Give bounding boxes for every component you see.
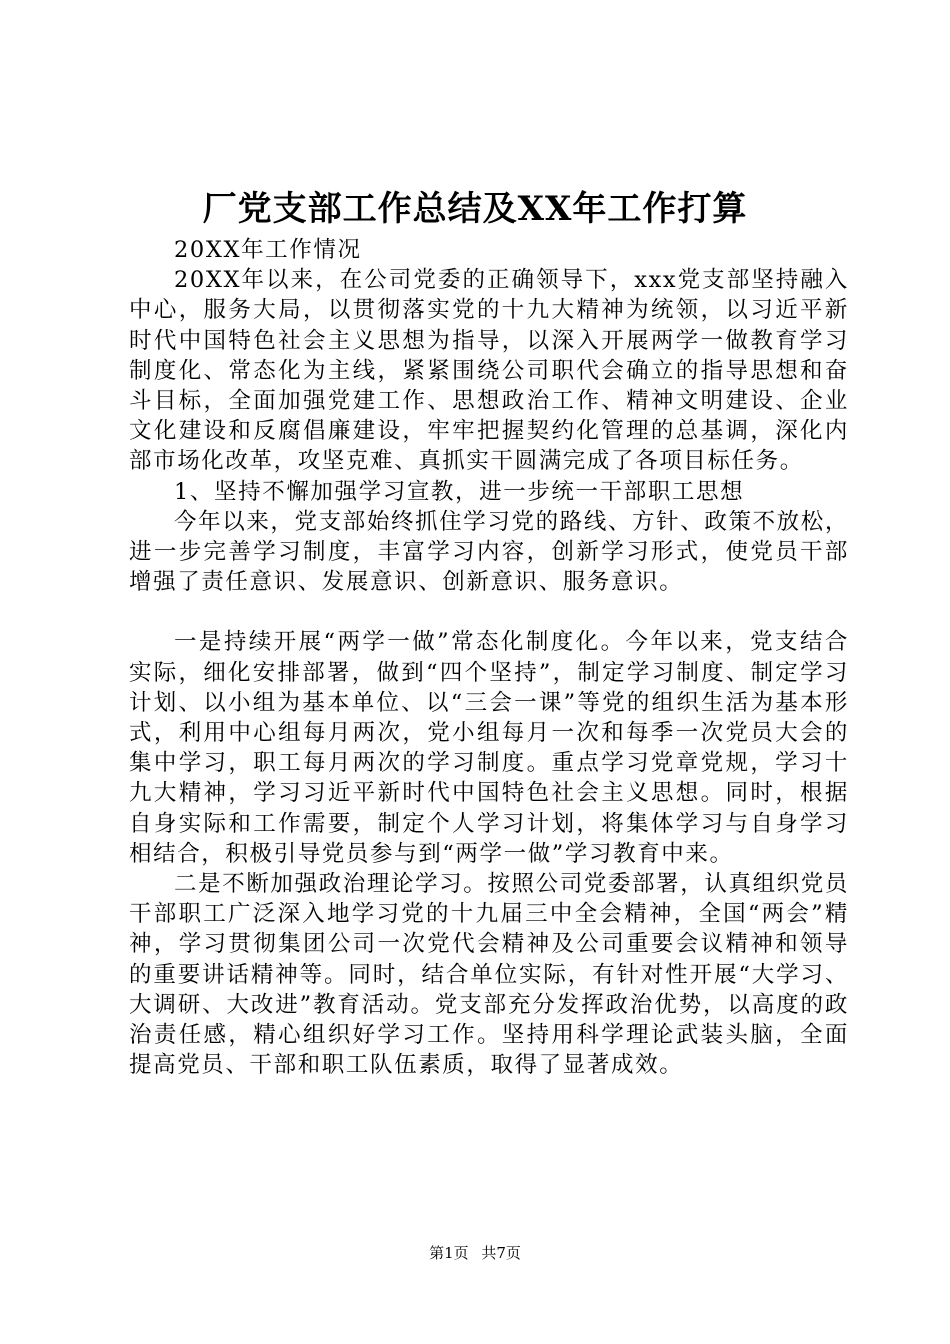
document-body <box>129 235 849 1080</box>
page-total: 共7页 <box>481 1244 521 1262</box>
paragraph: 今年以来，党支部始终抓住学习党的路线、方针、政策不放松，进一步完善学习制度，丰富学习内容，创新学习形式，使党员干部增强了责任意识、发展意识、创新意识、服务意识。 <box>129 508 849 596</box>
paragraph: 20XX年以来，在公司党委的正确领导下，xxx党支部坚持融入中心，服务大局，以贯彻落实党的十九大精神为统领，以习近平新时代中国特色社会主义思想为指导，以深入开展两学一做教育学习制度化、常态化为主线，紧紧围绕公司职代会确立的指导思想和奋斗目标，全面加强党建工作、思想政治工作、精神文明建设、企业文化建设和反腐倡廉建设，牢牢把握契约化管理的总基调，深化内部市场化改革，攻坚克难、真抓实干圆满完成了各项目标任务。 <box>129 267 849 475</box>
subsection-heading: 1、坚持不懈加强学习宣教，进一步统一干部职工思想 <box>174 478 745 505</box>
page-footer <box>0 1242 950 1264</box>
paragraph: 二是不断加强政治理论学习。按照公司党委部署，认真组织党员干部职工广泛深入地学习党的十九届三中全会精神，全国“两会”精神，学习贯彻集团公司一次党代会精神及公司重要会议精神和领导的重要讲话精神等。同时，结合单位实际，有针对性开展“大学习、大调研、大改进”教育活动。党支部充分发挥政治优势，以高度的政治责任感，精心组织好学习工作。坚持用科学理论武装头脑，全面提高党员、干部和职工队伍素质，取得了显著成效。 <box>129 871 849 1079</box>
document-title: 厂党支部工作总结及XX年工作打算 <box>202 189 748 229</box>
paragraph: 一是持续开展“两学一做”常态化制度化。今年以来，党支结合实际，细化安排部署，做到“四个坚持”，制定学习制度、制定学习计划、以小组为基本单位、以“三会一课”等党的组织生活为基本形式，利用中心组每月两次，党小组每月一次和每季一次党员大会的集中学习，职工每月两次的学习制度。重点学习党章党规，学习十九大精神，学习习近平新时代中国特色社会主义思想。同时，根据自身实际和工作需要，制定个人学习计划，将集体学习与自身学习相结合，积极引导党员参与到“两学一做”学习教育中来。 <box>129 629 849 867</box>
section-heading: 20XX年工作情况 <box>174 237 362 263</box>
page-number: 第1页 <box>429 1244 469 1262</box>
